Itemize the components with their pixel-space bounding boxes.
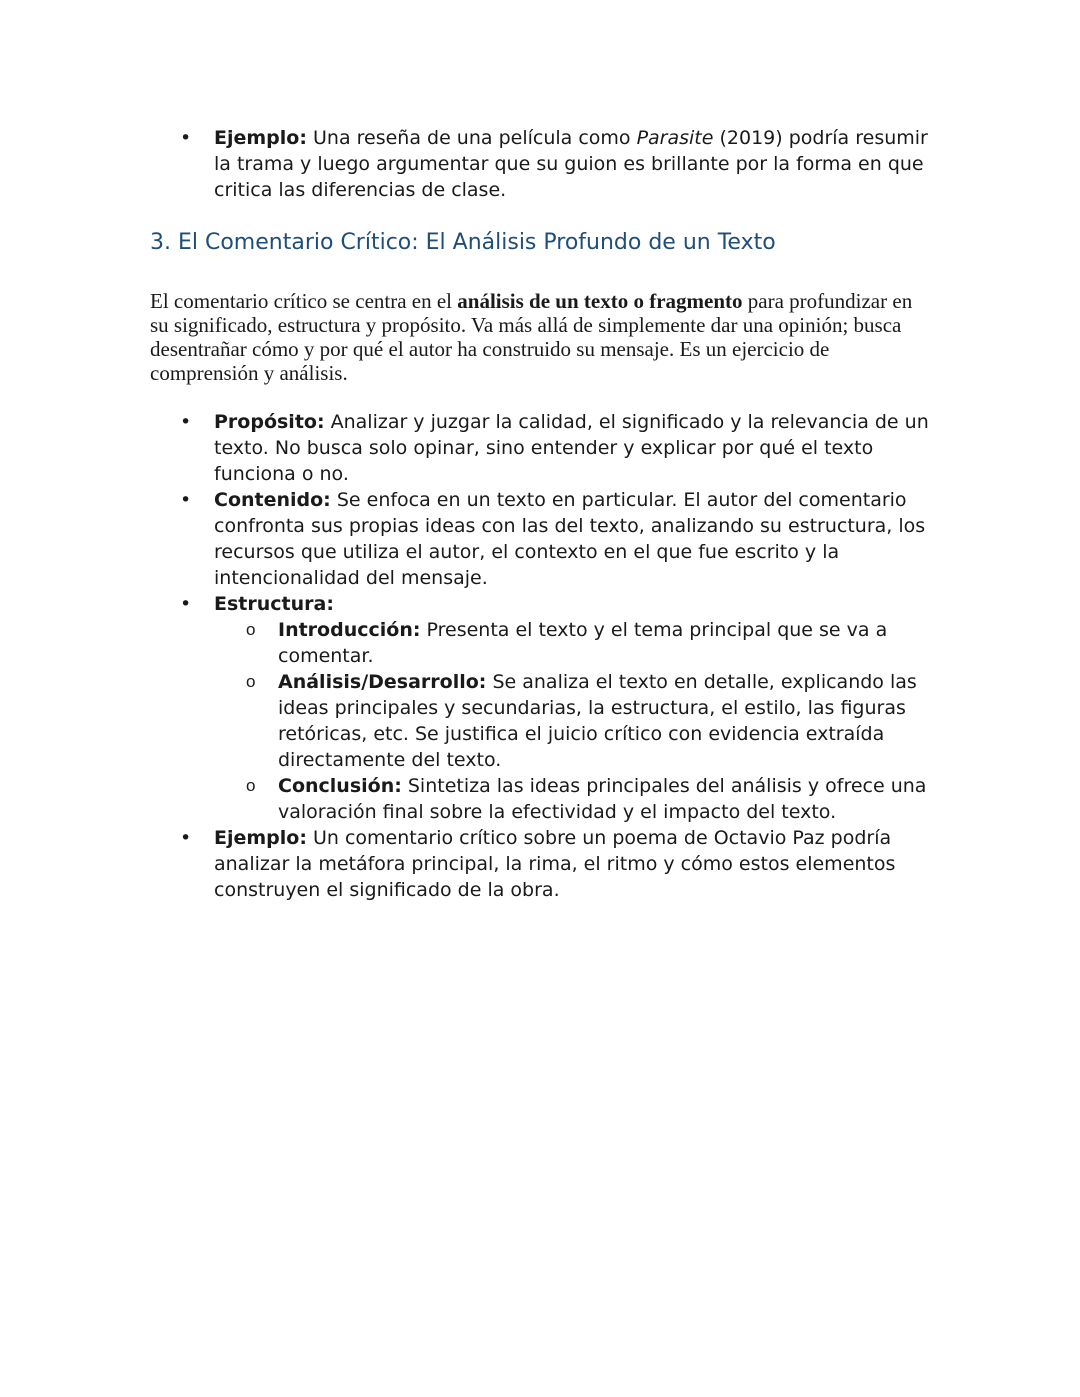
film-title: Parasite bbox=[636, 127, 714, 149]
label-analisis: Análisis/Desarrollo: bbox=[278, 671, 487, 693]
label-conclusion: Conclusión: bbox=[278, 775, 402, 797]
list-item-estructura bbox=[214, 591, 934, 825]
section-heading: 3. El Comentario Crítico: El Análisis Profundo de un Texto bbox=[150, 230, 776, 255]
label-contenido: Contenido: bbox=[214, 489, 331, 511]
list-item-ejemplo-octavio-paz: • Ejemplo: Un comentario crítico sobre un poema de Octavio Paz podría analizar la metáfora principal, la rima, el ritmo y cómo estos elementos construyen el significado de la obra. bbox=[214, 825, 934, 903]
label-ejemplo-2: Ejemplo: bbox=[214, 827, 307, 849]
intro-bold-phrase: análisis de un texto o fragmento bbox=[457, 289, 743, 313]
sublist-item-analisis: o Análisis/Desarrollo: Se analiza el texto en detalle, explicando las ideas principales y secundarias, la estructura, el estilo, las figuras retóricas, etc. Se justifica el juicio crítico con evidencia extraída directamente del texto. bbox=[278, 669, 934, 773]
label-introduccion: Introducción: bbox=[278, 619, 421, 641]
list-item-contenido: • Contenido: Se enfoca en un texto en particular. El autor del comentario confronta sus propias ideas con las del texto, analizando su estructura, los recursos que utiliza el autor, el contexto en el que fue escrito y la intencionalidad del mensaje. bbox=[214, 487, 934, 591]
label-proposito: Propósito: bbox=[214, 411, 325, 433]
list-item-ejemplo-parasite: • Ejemplo: Una reseña de una película como Parasite (2019) podría resumir la trama y luego argumentar que su guion es brillante por la forma en que critica las diferencias de clase. bbox=[214, 125, 934, 203]
sublist-item-conclusion: o Conclusión: Sintetiza las ideas principales del análisis y ofrece una valoración final sobre la efectividad y el impacto del texto. bbox=[278, 773, 934, 825]
intro-paragraph: El comentario crítico se centra en el análisis de un texto o fragmento para profundizar en su significado, estructura y propósito. Va más allá de simplemente dar una opinión; busca desentrañar cómo y por qué el autor ha construido su mensaje. Es un ejercicio de comprensión y análisis. bbox=[150, 289, 913, 385]
top-bullet-list bbox=[214, 125, 934, 203]
label-ejemplo: Ejemplo: bbox=[214, 127, 307, 149]
sublist-item-introduccion: o Introducción: Presenta el texto y el tema principal que se va a comentar. bbox=[278, 617, 934, 669]
section-bullet-list bbox=[214, 409, 934, 903]
estructura-sublist bbox=[214, 617, 934, 825]
label-estructura: Estructura: bbox=[214, 593, 334, 615]
list-item-proposito: • Propósito: Analizar y juzgar la calidad, el significado y la relevancia de un texto. No busca solo opinar, sino entender y explicar por qué el texto funciona o no. bbox=[214, 409, 934, 487]
